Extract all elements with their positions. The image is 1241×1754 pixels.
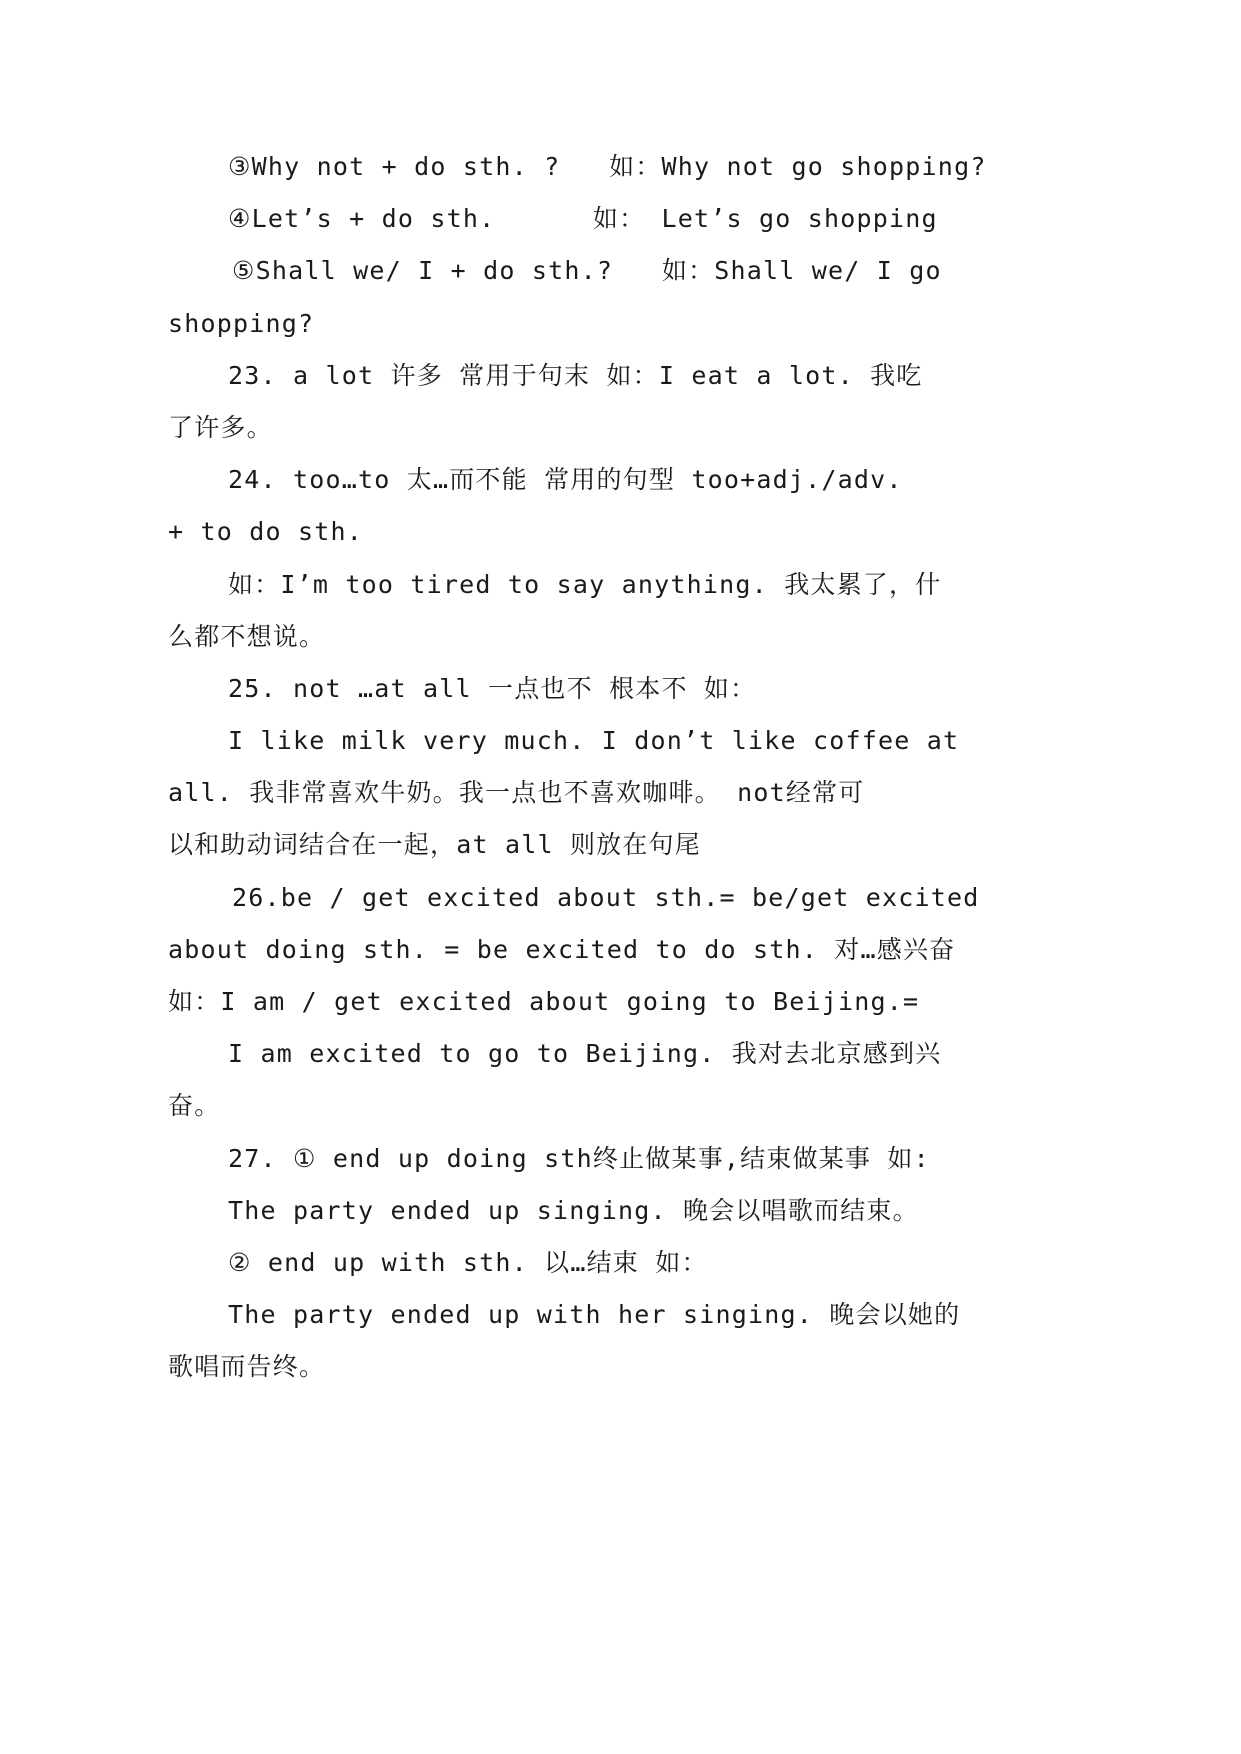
text-line: 么都不想说。 <box>168 621 326 651</box>
text-line: 如：I’m too tired to say anything. 我太累了，什 <box>228 569 942 599</box>
text-line: about doing sth. = be excited to do sth. 对…感兴奋 <box>168 934 956 964</box>
text-line: I am excited to go to Beijing. 我对去北京感到兴 <box>228 1039 942 1069</box>
text-line: 23. a lot 许多 常用于句末 如：I eat a lot. 我吃 <box>228 360 923 390</box>
text-line: 了许多。 <box>168 412 273 442</box>
text-line: 27. ① end up doing sth终止做某事,结束做某事 如: <box>228 1143 930 1173</box>
text-line: 以和助动词结合在一起，at all 则放在句尾 <box>168 830 701 860</box>
text-line: 如：I am / get excited about going to Beijing.= <box>168 987 920 1016</box>
text-line: 25. not …at all 一点也不 根本不 如： <box>228 673 757 703</box>
text-line: + to do sth. <box>168 517 364 547</box>
text-line: 24. too…to 太…而不能 常用的句型 too+adj./adv. <box>228 465 903 495</box>
text-line: The party ended up singing. 晚会以唱歌而结束。 <box>228 1195 919 1225</box>
text-line: 歌唱而告终。 <box>168 1352 326 1382</box>
text-line: 奋。 <box>168 1091 221 1121</box>
text-line: ⑤Shall we/ I + do sth.? 如：Shall we/ I go <box>232 256 942 286</box>
text-line: ② end up with sth. 以…结束 如： <box>228 1247 708 1277</box>
text-line: 26.be / get excited about sth.= be/get excited <box>232 882 980 912</box>
text-line: ④Let’s + do sth. 如： Let’s go shopping <box>228 204 938 234</box>
document-body <box>168 141 987 1394</box>
text-line: ③Why not + do sth. ? 如：Why not go shopping? <box>228 152 987 181</box>
text-line: I like milk very much. I don’t like coffee at <box>228 726 960 756</box>
text-line: all. 我非常喜欢牛奶。我一点也不喜欢咖啡。 not经常可 <box>168 778 865 808</box>
text-line: The party ended up with her singing. 晚会以她的 <box>228 1300 961 1330</box>
text-line: shopping? <box>168 308 315 338</box>
